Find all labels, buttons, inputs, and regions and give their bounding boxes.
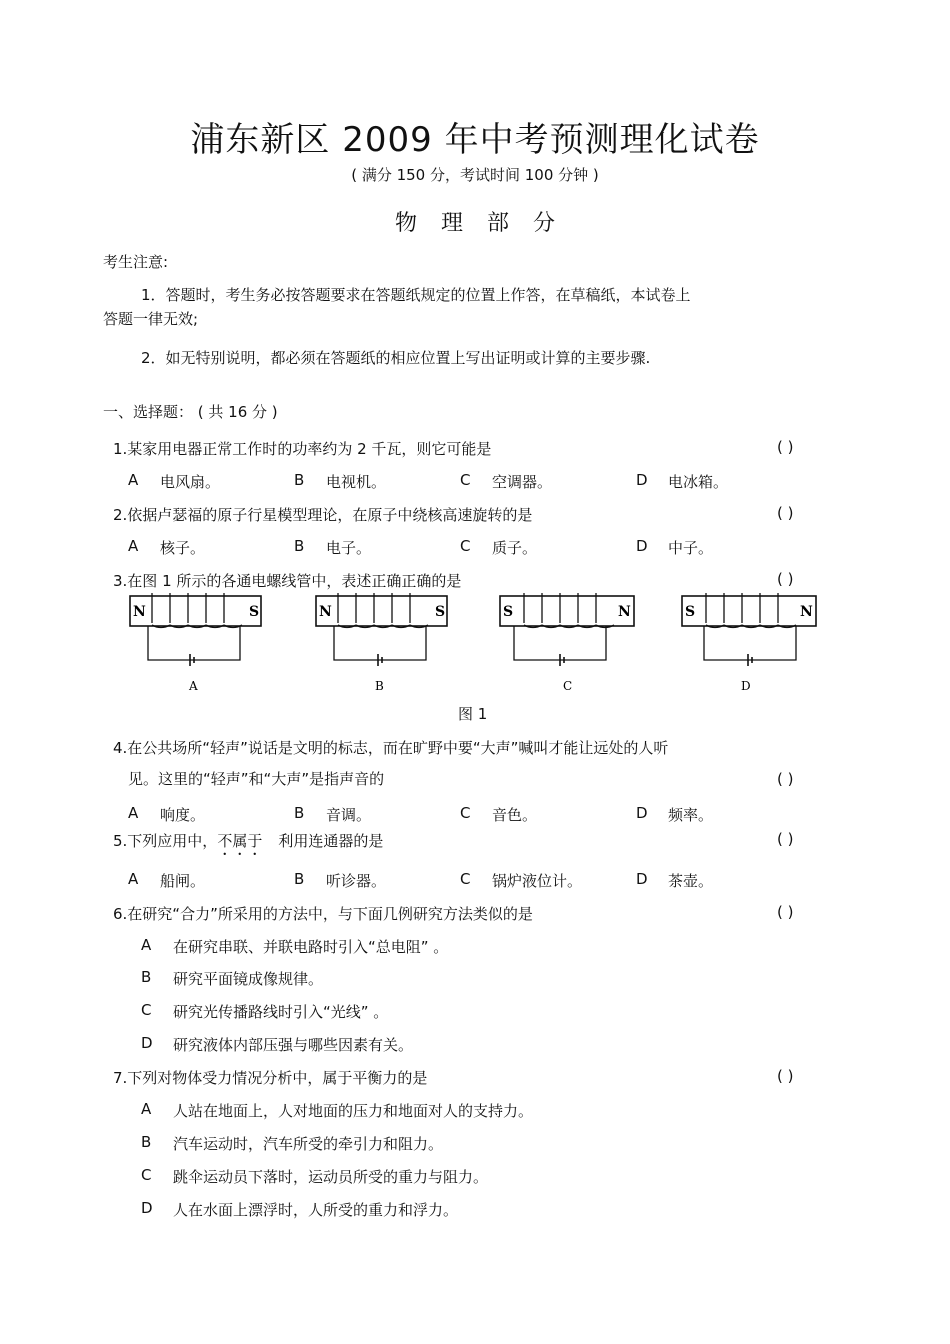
q5-answer-paren: ( ) xyxy=(777,830,794,848)
q4-option-a-letter: A xyxy=(128,804,139,822)
panel-c-right-pole: N xyxy=(618,604,631,620)
solenoid-panel-b xyxy=(316,593,447,693)
q5-option-a-letter: A xyxy=(128,870,139,888)
panel-a-label: A xyxy=(189,679,198,693)
q2-option-c-letter: C xyxy=(460,537,471,555)
panel-a-right-pole: S xyxy=(249,604,260,620)
q6-answer-paren: ( ) xyxy=(777,903,794,921)
q5-stem-post: 利用连通器的是 xyxy=(278,832,384,850)
q4-option-b: 音调。 xyxy=(326,806,372,824)
q6-option-d-letter: D xyxy=(141,1034,153,1052)
q1-option-d-letter: D xyxy=(636,471,648,489)
q3-stem: 3.在图 1 所示的各通电螺线管中，表述正确正确的是 xyxy=(113,572,462,590)
panel-d-label: D xyxy=(741,679,751,693)
q4-option-b-letter: B xyxy=(294,804,305,822)
q5-stem-emphasis: 不属于 xyxy=(217,832,263,850)
q2-option-a-letter: A xyxy=(128,537,139,555)
panel-a-left-pole: N xyxy=(133,604,146,620)
part1-title: 一、选择题： ( 共 16 分 ) xyxy=(103,403,278,421)
q1-option-c: 空调器。 xyxy=(492,473,553,491)
q2-option-b-letter: B xyxy=(294,537,305,555)
figure-caption: 图 1 xyxy=(458,705,488,723)
q2-stem: 2.依据卢瑟福的原子行星模型理论，在原子中绕核高速旋转的是 xyxy=(113,506,533,524)
exam-subtitle: ( 满分 150 分，考试时间 100 分钟 ) xyxy=(351,166,599,184)
q3-answer-paren: ( ) xyxy=(777,570,794,588)
section-title: 物理部分 xyxy=(394,211,579,236)
q5-stem xyxy=(113,830,383,859)
q6-option-b-letter: B xyxy=(141,968,152,986)
q2-option-d: 中子。 xyxy=(668,539,714,557)
notice-item-1-cont: 答题一律无效; xyxy=(103,310,199,328)
q4-option-a: 响度。 xyxy=(160,806,206,824)
q5-option-c: 锅炉液位计。 xyxy=(492,872,583,890)
q5-option-c-letter: C xyxy=(460,870,471,888)
q6-stem: 6.在研究“合力”所采用的方法中，与下面几例研究方法类似的是 xyxy=(113,905,533,923)
notice-item-1: 1．答题时，考生务必按答题要求在答题纸规定的位置上作答，在草稿纸，本试卷上 xyxy=(141,286,691,304)
q7-option-b: 汽车运动时，汽车所受的牵引力和阻力。 xyxy=(173,1135,444,1153)
q5-stem-pre: 5.下列应用中， xyxy=(113,832,218,850)
q1-option-b: 电视机。 xyxy=(326,473,387,491)
q6-option-d: 研究液体内部压强与哪些因素有关。 xyxy=(173,1036,414,1054)
panel-d-left-pole: S xyxy=(685,604,696,620)
page-title: 浦东新区 2009 年中考预测理化试卷 xyxy=(190,120,760,160)
q4-stem-cont: 见。这里的“轻声”和“大声”是指声音的 xyxy=(128,770,385,788)
panel-d-right-pole: N xyxy=(800,604,813,620)
q7-option-c-letter: C xyxy=(141,1166,152,1184)
q1-stem: 1.某家用电器正常工作时的功率约为 2 千瓦，则它可能是 xyxy=(113,440,492,458)
q7-option-a-letter: A xyxy=(141,1100,152,1118)
q5-option-b: 听诊器。 xyxy=(326,872,387,890)
q4-option-c-letter: C xyxy=(460,804,471,822)
q4-stem: 4.在公共场所“轻声”说话是文明的标志，而在旷野中要“大声”喊叫才能让远处的人听 xyxy=(113,739,669,757)
q1-option-a-letter: A xyxy=(128,471,139,489)
q1-option-a: 电风扇。 xyxy=(160,473,221,491)
panel-c-label: C xyxy=(563,679,573,693)
q1-option-b-letter: B xyxy=(294,471,305,489)
q4-option-c: 音色。 xyxy=(492,806,538,824)
notice-heading: 考生注意: xyxy=(103,253,169,271)
panel-c-left-pole: S xyxy=(503,604,514,620)
q2-answer-paren: ( ) xyxy=(777,504,794,522)
notice-item-2: 2．如无特别说明，都必须在答题纸的相应位置上写出证明或计算的主要步骤. xyxy=(141,349,651,367)
q4-option-d: 频率。 xyxy=(668,806,714,824)
q5-option-d: 茶壶。 xyxy=(668,872,714,890)
q6-option-c-letter: C xyxy=(141,1001,152,1019)
q6-option-c: 研究光传播路线时引入“光线” 。 xyxy=(173,1003,389,1021)
panel-b-label: B xyxy=(375,679,384,693)
q5-option-b-letter: B xyxy=(294,870,305,888)
q6-option-a: 在研究串联、并联电路时引入“总电阻” 。 xyxy=(173,938,449,956)
q7-option-d-letter: D xyxy=(141,1199,153,1217)
q7-option-c: 跳伞运动员下落时，运动员所受的重力与阻力。 xyxy=(173,1168,489,1186)
q2-option-a: 核子。 xyxy=(160,539,206,557)
panel-b-left-pole: N xyxy=(319,604,332,620)
q2-option-d-letter: D xyxy=(636,537,648,555)
q7-stem: 7.下列对物体受力情况分析中，属于平衡力的是 xyxy=(113,1069,428,1087)
q4-answer-paren: ( ) xyxy=(777,770,794,788)
q7-option-b-letter: B xyxy=(141,1133,152,1151)
solenoid-panel-d xyxy=(682,593,816,693)
q7-answer-paren: ( ) xyxy=(777,1067,794,1085)
q5-option-d-letter: D xyxy=(636,870,648,888)
q1-option-d: 电冰箱。 xyxy=(668,473,729,491)
q1-answer-paren: ( ) xyxy=(777,438,794,456)
q2-option-b: 电子。 xyxy=(326,539,372,557)
q2-option-c: 质子。 xyxy=(492,539,538,557)
q7-option-d: 人在水面上漂浮时，人所受的重力和浮力。 xyxy=(173,1201,459,1219)
q7-option-a: 人站在地面上，人对地面的压力和地面对人的支持力。 xyxy=(173,1102,534,1120)
q5-option-a: 船闸。 xyxy=(160,872,206,890)
q6-option-a-letter: A xyxy=(141,936,152,954)
solenoid-panel-c xyxy=(500,593,634,693)
solenoid-panel-a xyxy=(130,593,261,693)
panel-b-right-pole: S xyxy=(435,604,446,620)
q1-option-c-letter: C xyxy=(460,471,471,489)
q4-option-d-letter: D xyxy=(636,804,648,822)
q6-option-b: 研究平面镜成像规律。 xyxy=(173,970,324,988)
